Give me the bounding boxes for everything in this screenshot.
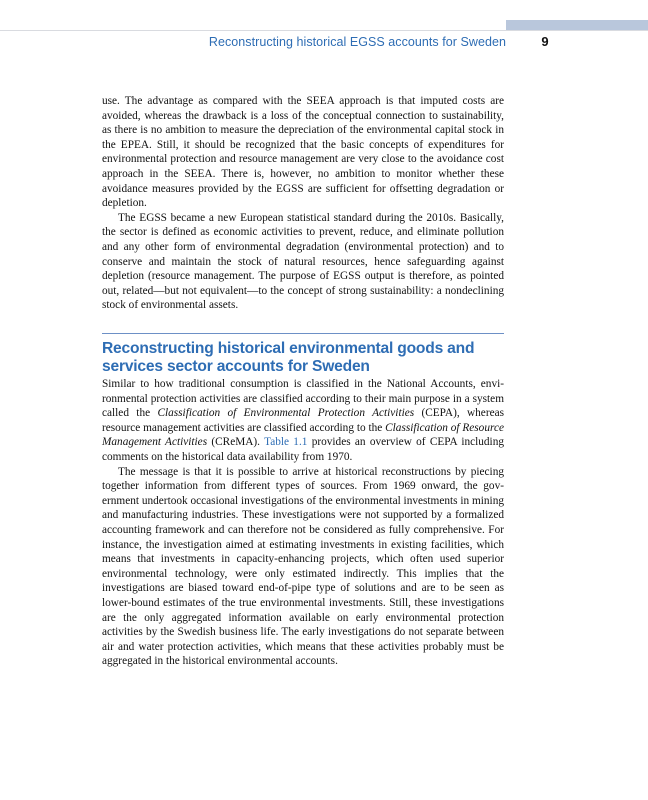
section-rule (102, 333, 504, 334)
section-heading: Reconstructing historical environmental goods and services sector accounts for Sweden (102, 340, 475, 375)
text-run: (CEPA), whereas resource management activities are classified according to the (102, 407, 504, 434)
table-1-1-link[interactable]: Table 1.1 (264, 436, 308, 449)
section-paragraph-1 (102, 377, 504, 465)
intro-text (102, 94, 504, 313)
page-number: 9 (541, 34, 549, 49)
text-run: (CReMA). (207, 436, 265, 449)
section-text (102, 377, 504, 669)
crema-title: Classification of Resource Management Activities (102, 421, 504, 449)
cepa-title: Classification of Environmental Protection Activities (157, 407, 415, 420)
section-paragraph-2: The message is that it is possible to arrive at historical reconstructions by piecing together information from different types of sources. From 1969 onward, the government undertook occasional investigations of the environmental investments in mining and manufacturing industries. These investigations were not supported by a formalized accounting framework and can therefore not be considered as fully comprehensive. For instance, the investigation aimed at estimating investments in existing facilities, which means that investments in capacity-enhancing projects, which often used superior environmental technology, were only estimated indirectly. This implies that the investigations are biased toward end-of-pipe type of solutions and are to be seen as lower-bound estimates of the true environmental investments. Still, these investigations are the only aggregated information available on early environmental protection activities by the Swedish business life. The early investigations do not separate between air and water protection activities, which means that these activities probably must be aggregated in the historical environmental accounts. (102, 465, 504, 668)
running-title: Reconstructing historical EGSS accounts for Sweden (208, 35, 506, 49)
intro-paragraph-1: use. The advantage as compared with the SEEA approach is that imputed costs are avoided, whereas the drawback is a loss of the conceptual connection to sustainability, as there is no ambition to measure the depreciation of the environmental capital stock in the EPEA. Still, it should be recognized that the basic concepts of expenditures for environmental protection and resource management are very close to the avoidance cost approach in the SEEA. There is, however, no ambition to monitor whether these avoidance measures provided by the EGSS are sufficient for offsetting degradation or depletion. (102, 95, 504, 210)
intro-paragraph-2: The EGSS became a new European statistical standard during the 2010s. Basically, the sector is defined as economic activities to prevent, reduce, and eliminate pollution and any other form of environmental degradation (environmental protection) and to conserve and maintain the stock of natural resources, hence safeguarding against depletion (resource management. The purpose of EGSS output is therefore, as pointed out, related—but not equivalent—to the concept of strong sustainability: a nondeclining stock of environmental assets. (102, 211, 504, 312)
text-run: provides an overview of CEPA including comments on the historical data availability from 1970. (102, 436, 504, 463)
header-rule (0, 30, 648, 31)
text-run: Similar to how traditional consumption is classified in the National Accounts, environmental protection activities are classified according to their main purpose in a system called the (102, 378, 504, 420)
